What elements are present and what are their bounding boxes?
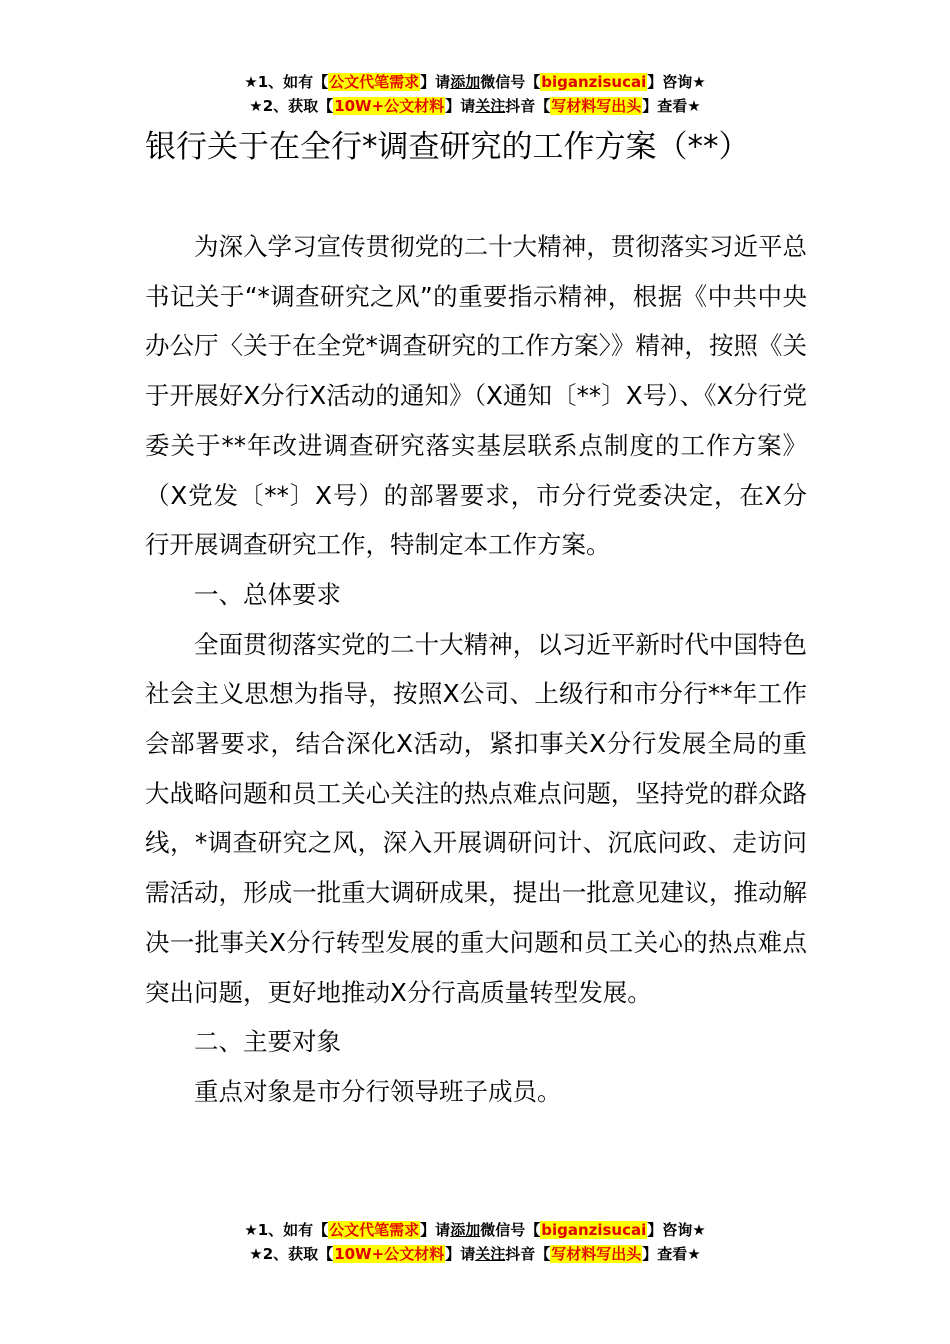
highlight-douyin: 写材料写出头 <box>551 1245 642 1263</box>
highlight-douyin: 写材料写出头 <box>551 97 642 115</box>
promo-line-1: ★1、如有【公文代笔需求】请添加微信号【biganzisucai】咨询★ <box>244 1221 706 1239</box>
paragraph-intro: 为深入学习宣传贯彻党的二十大精神，贯彻落实习近平总书记关于“*调查研究之风”的重要指示精神，根据《中共中央办公厅〈关于在全党*调查研究的工作方案〉》精神，按照《关于开展好X分行X活动的通知》（X通知〔**〕X号）、《X分行党委关于**年改进调查研究落实基层联系点制度的工作方案》（X党发〔**〕X号）的部署要求，市分行党委决定，在X分行开展调查研究工作，特制定本工作方案。 <box>145 232 807 560</box>
highlight-materials: 10W+公文材料 <box>334 97 445 115</box>
document-body <box>145 222 807 1117</box>
promo-notice-top <box>0 70 950 118</box>
section-heading-general-requirements: 一、总体要求 <box>194 579 341 609</box>
highlight-ghostwriting: 公文代笔需求 <box>329 73 420 91</box>
paragraph-main-targets: 重点对象是市分行领导班子成员。 <box>194 1076 562 1106</box>
promo-notice-bottom <box>0 1218 950 1266</box>
promo-line-2: ★2、获取【10W+公文材料】请关注抖音【写材料写出头】查看★ <box>249 1245 701 1263</box>
document-title: 银行关于在全行*调查研究的工作方案（**） <box>145 129 750 165</box>
promo-line-2: ★2、获取【10W+公文材料】请关注抖音【写材料写出头】查看★ <box>249 97 701 115</box>
highlight-wechat-id: biganzisucai <box>541 1221 647 1239</box>
highlight-materials: 10W+公文材料 <box>334 1245 445 1263</box>
highlight-wechat-id: biganzisucai <box>541 73 647 91</box>
highlight-ghostwriting: 公文代笔需求 <box>329 1221 420 1239</box>
section-heading-main-targets: 二、主要对象 <box>194 1027 341 1057</box>
promo-line-1: ★1、如有【公文代笔需求】请添加微信号【biganzisucai】咨询★ <box>244 73 706 91</box>
paragraph-general-requirements: 全面贯彻落实党的二十大精神，以习近平新时代中国特色社会主义思想为指导，按照X公司、上级行和市分行**年工作会部署要求，结合深化X活动，紧扣事关X分行发展全局的重大战略问题和员工关心关注的热点难点问题，坚持党的群众路线，*调查研究之风，深入开展调研问计、沉底问政、走访问需活动，形成一批重大调研成果，提出一批意见建议，推动解决一批事关X分行转型发展的重大问题和员工关心的热点难点突出问题，更好地推动X分行高质量转型发展。 <box>145 629 807 1007</box>
